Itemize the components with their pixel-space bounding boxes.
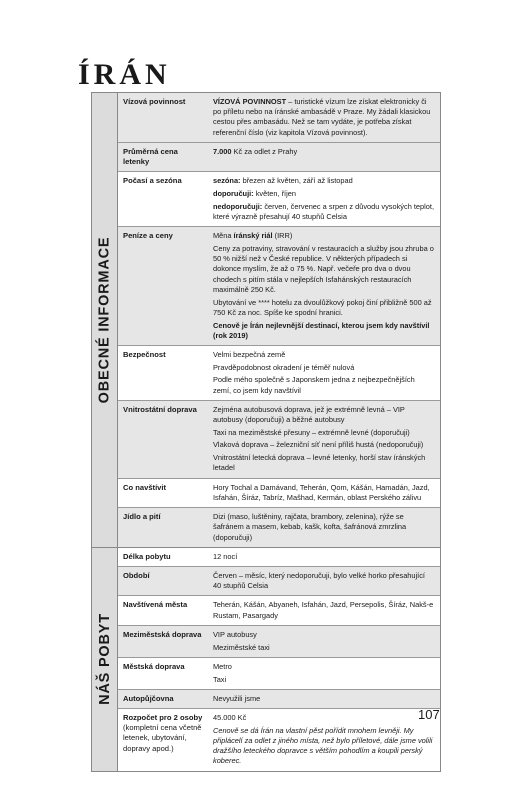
table-row-length (118, 548, 440, 567)
section-rows (118, 548, 440, 771)
table-row-transport (118, 401, 440, 479)
row-value: Červen – měsíc, který nedoporučuji, bylo velké horko přesahující 40 stupňů Celsia (213, 570, 425, 591)
row-key: Bezpečnost (123, 349, 166, 359)
section-rows (118, 93, 440, 547)
row-value: Dizi (maso, luštěniny, rajčata, brambory, zelenina), rýže se šafránem a masem, kebab, kašk, kofta, šafránová zmrzlina (doporučuji) (213, 512, 407, 542)
row-value: Velmi bezpečná země Pravděpodobnost okradení je téměř nulová Podle mého společně s Japonskem jedna z nejbezpečnějších zemí, co jsem kdy navštívil (213, 349, 415, 395)
row-value: 7.000 Kč za odlet z Prahy (213, 146, 298, 156)
table-row-budget (118, 709, 440, 771)
row-value: Zejména autobusová doprava, jež je extrémně levná – VIP autobusy (doporučuji) a běžné autobusy Taxi na meziměstské přesuny – extrémně levné (doporučuji) Vlaková doprava – železniční síť není příliš hustá (nedoporučuji) Vnitrostátní letecká doprava – levné letenky, horší stav íránských letadel (213, 404, 426, 473)
row-value: Metro Taxi (213, 661, 232, 684)
row-key: Peníze a ceny (123, 231, 173, 241)
table-row-safety (118, 346, 440, 401)
table-row-food (118, 508, 440, 547)
table-row-weather (118, 172, 440, 227)
row-key: Vízová povinnost (123, 97, 186, 106)
row-key: Průměrná cena letenky (123, 146, 178, 167)
row-key: Autopůjčovna (123, 693, 174, 703)
row-value: Měna íránský riál (IRR) Ceny za potraviny, stravování v restauracích a služby jsou zhruba o 50 % nižší než v České republice. V některých případech si dokonce myslím, že až o 75 %. Např. večeře pro dva o dvou chodech s pitím stála v nejlepších Isfahánských restauracích maximálně 250 Kč. Ubytování ve **** hotelu za dvoulůžkový pokoj činí přibližně 500 až 750 Kč za noc. Spíše ke spodní hranici. Cenově je Írán nejlevnější destinací, kterou jsem kdy navštívil (rok 2019) (213, 231, 434, 340)
table-row-cities (118, 596, 440, 625)
section-stay (91, 547, 441, 772)
row-value: Teherán, Kášán, Abyaneh, Isfahán, Jazd, Persepolis, Šíráz, Nakš-e Rustam, Pasargady (213, 600, 434, 620)
row-key: Městská doprava (123, 661, 185, 671)
table-row-visa (118, 93, 440, 143)
row-key: Rozpočet pro 2 osoby (kompletní cena včetně letenek, ubytování, dopravy apod.) (123, 712, 203, 753)
row-key: Délka pobytu (123, 551, 171, 561)
row-value: VIP autobusy Meziměstské taxi (213, 629, 270, 652)
table-row-money (118, 227, 440, 346)
table-row-car-rental (118, 690, 440, 709)
row-key: Období (123, 570, 150, 580)
section-label-general: OBECNÉ INFORMACE (92, 93, 118, 547)
table-row-sights (118, 479, 440, 508)
table-row-flight (118, 143, 440, 173)
row-value: Nevyužili jsme (213, 693, 261, 703)
row-key: Meziměstská doprava (123, 629, 202, 639)
table-row-intercity (118, 626, 440, 658)
section-general (91, 92, 441, 547)
page-number: 107 (418, 707, 440, 722)
row-key: Navštívená města (123, 600, 188, 610)
row-key: Co navštívit (123, 482, 167, 492)
table-row-period (118, 567, 440, 596)
row-value: sezóna: březen až květen, září až listopad doporučuji: květen, říjen nedoporučuji: červen, červenec a srpen z důvodu vysokých teplot, které výrazně přesahují 40 stupňů Celsia (213, 176, 434, 222)
row-value: Hory Tochal a Damávand, Teherán, Qom, Kášán, Hamadán, Jazd, Isfahán, Šíráz, Tabríz, Mašhad, Kermán, oblast Perského zálivu (213, 482, 430, 502)
info-table (91, 92, 441, 772)
row-value: VÍZOVÁ POVINNOST – turistické vízum lze získat elektronicky či po příletu nebo na íránské ambasádě v Praze. My žádali klasickou cestou přes ambasádu. Než se tam vydáte, je potřeba získat referenční číslo (viz kapitola Vízová povinnost). (213, 97, 431, 137)
section-label-stay: NÁŠ POBYT (92, 548, 118, 771)
row-value: 12 nocí (213, 551, 238, 561)
row-key: Počasí a sezóna (123, 176, 182, 186)
table-row-city-transport (118, 658, 440, 690)
row-value: 45.000 Kč Cenově se dá Írán na vlastní pěst pořídit mnohem levněji. My připlácelí za odlet z jiného místa, než bylo příletové, dále jsme volili dražšího leteckého dopravce s větším pohodlím a koupili perský koberec. (213, 712, 433, 766)
row-key: Vnitrostátní doprava (123, 404, 197, 414)
row-key: Jídlo a pití (123, 512, 161, 522)
page-title: ÍRÁN (78, 58, 171, 91)
